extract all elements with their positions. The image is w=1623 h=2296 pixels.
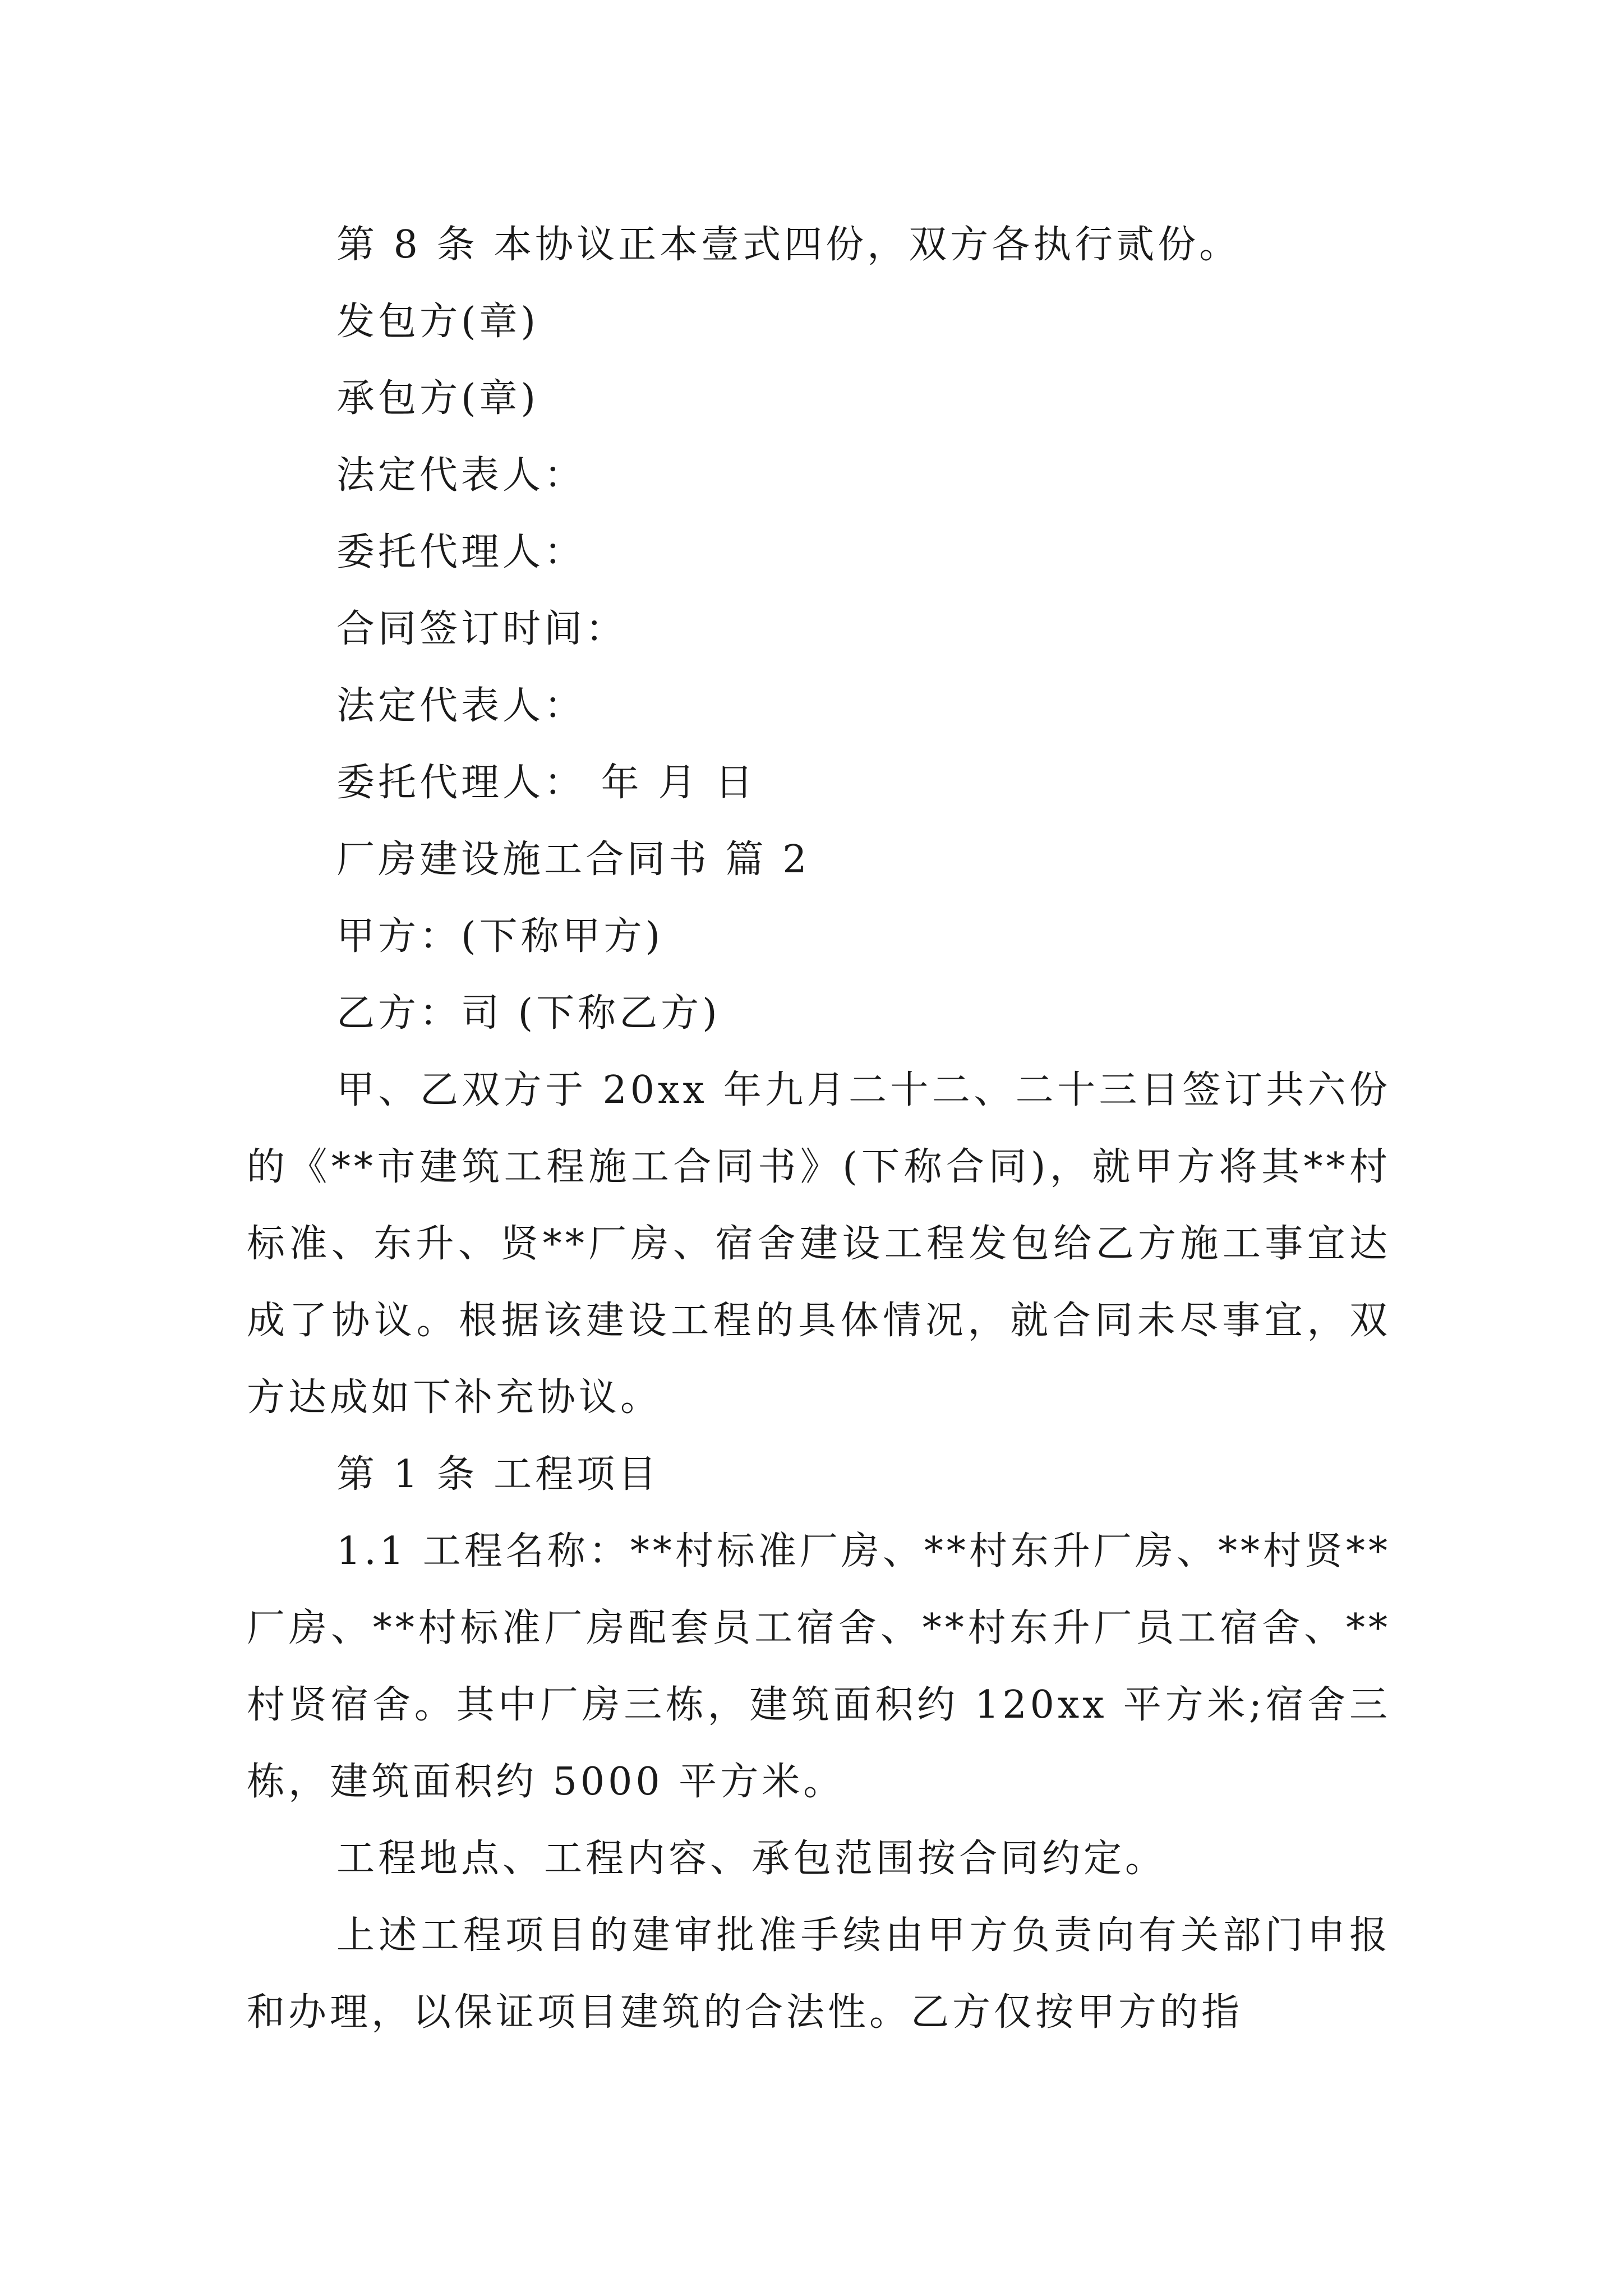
project-location-paragraph: 工程地点、工程内容、承包范围按合同约定。 (336, 1837, 1167, 1881)
legal-representative-line-2: 法定代表人： (336, 684, 586, 728)
section-title: 厂房建设施工合同书 篇 2 (336, 838, 810, 882)
approval-paragraph: 上述工程项目的建审批准手续由甲方负责向有关部门申报和办理，以保证项目建筑的合法性。乙方仅按甲方的指 (247, 1913, 1391, 2035)
authorized-agent-line: 委托代理人： (336, 530, 586, 574)
article-8-line: 第 8 条 本协议正本壹式四份，双方各执行贰份。 (336, 223, 1241, 267)
authorized-agent-date-line: 委托代理人： 年 月 日 (336, 761, 757, 805)
legal-representative-line: 法定代表人： (336, 453, 586, 498)
party-b-line: 乙方：司 (下称乙方) (336, 991, 721, 1036)
contract-signing-time-line: 合同签订时间： (336, 607, 628, 651)
contractor-seal-line: 承包方(章) (336, 376, 540, 421)
document-body (247, 206, 1391, 2051)
intro-paragraph: 甲、乙双方于 20xx 年九月二十二、二十三日签订共六份的《**市建筑工程施工合同书》(下称合同)，就甲方将其**村标准、东升、贤**厂房、宿舍建设工程发包给乙方施工事宜达成了协议。根据该建设工程的具体情况，就合同未尽事宜，双方达成如下补充协议。 (247, 1068, 1391, 1420)
article-1-heading: 第 1 条 工程项目 (336, 1452, 660, 1497)
contractor-issuer-seal-line: 发包方(章) (336, 300, 540, 344)
party-a-line: 甲方：(下称甲方) (336, 914, 664, 959)
project-name-paragraph: 1.1 工程名称：**村标准厂房、**村东升厂房、**村贤**厂房、**村标准厂房配套员工宿舍、**村东升厂员工宿舍、**村贤宿舍。其中厂房三栋，建筑面积约 120xx 平方米;宿舍三栋，建筑面积约 5000 平方米。 (247, 1529, 1391, 1804)
